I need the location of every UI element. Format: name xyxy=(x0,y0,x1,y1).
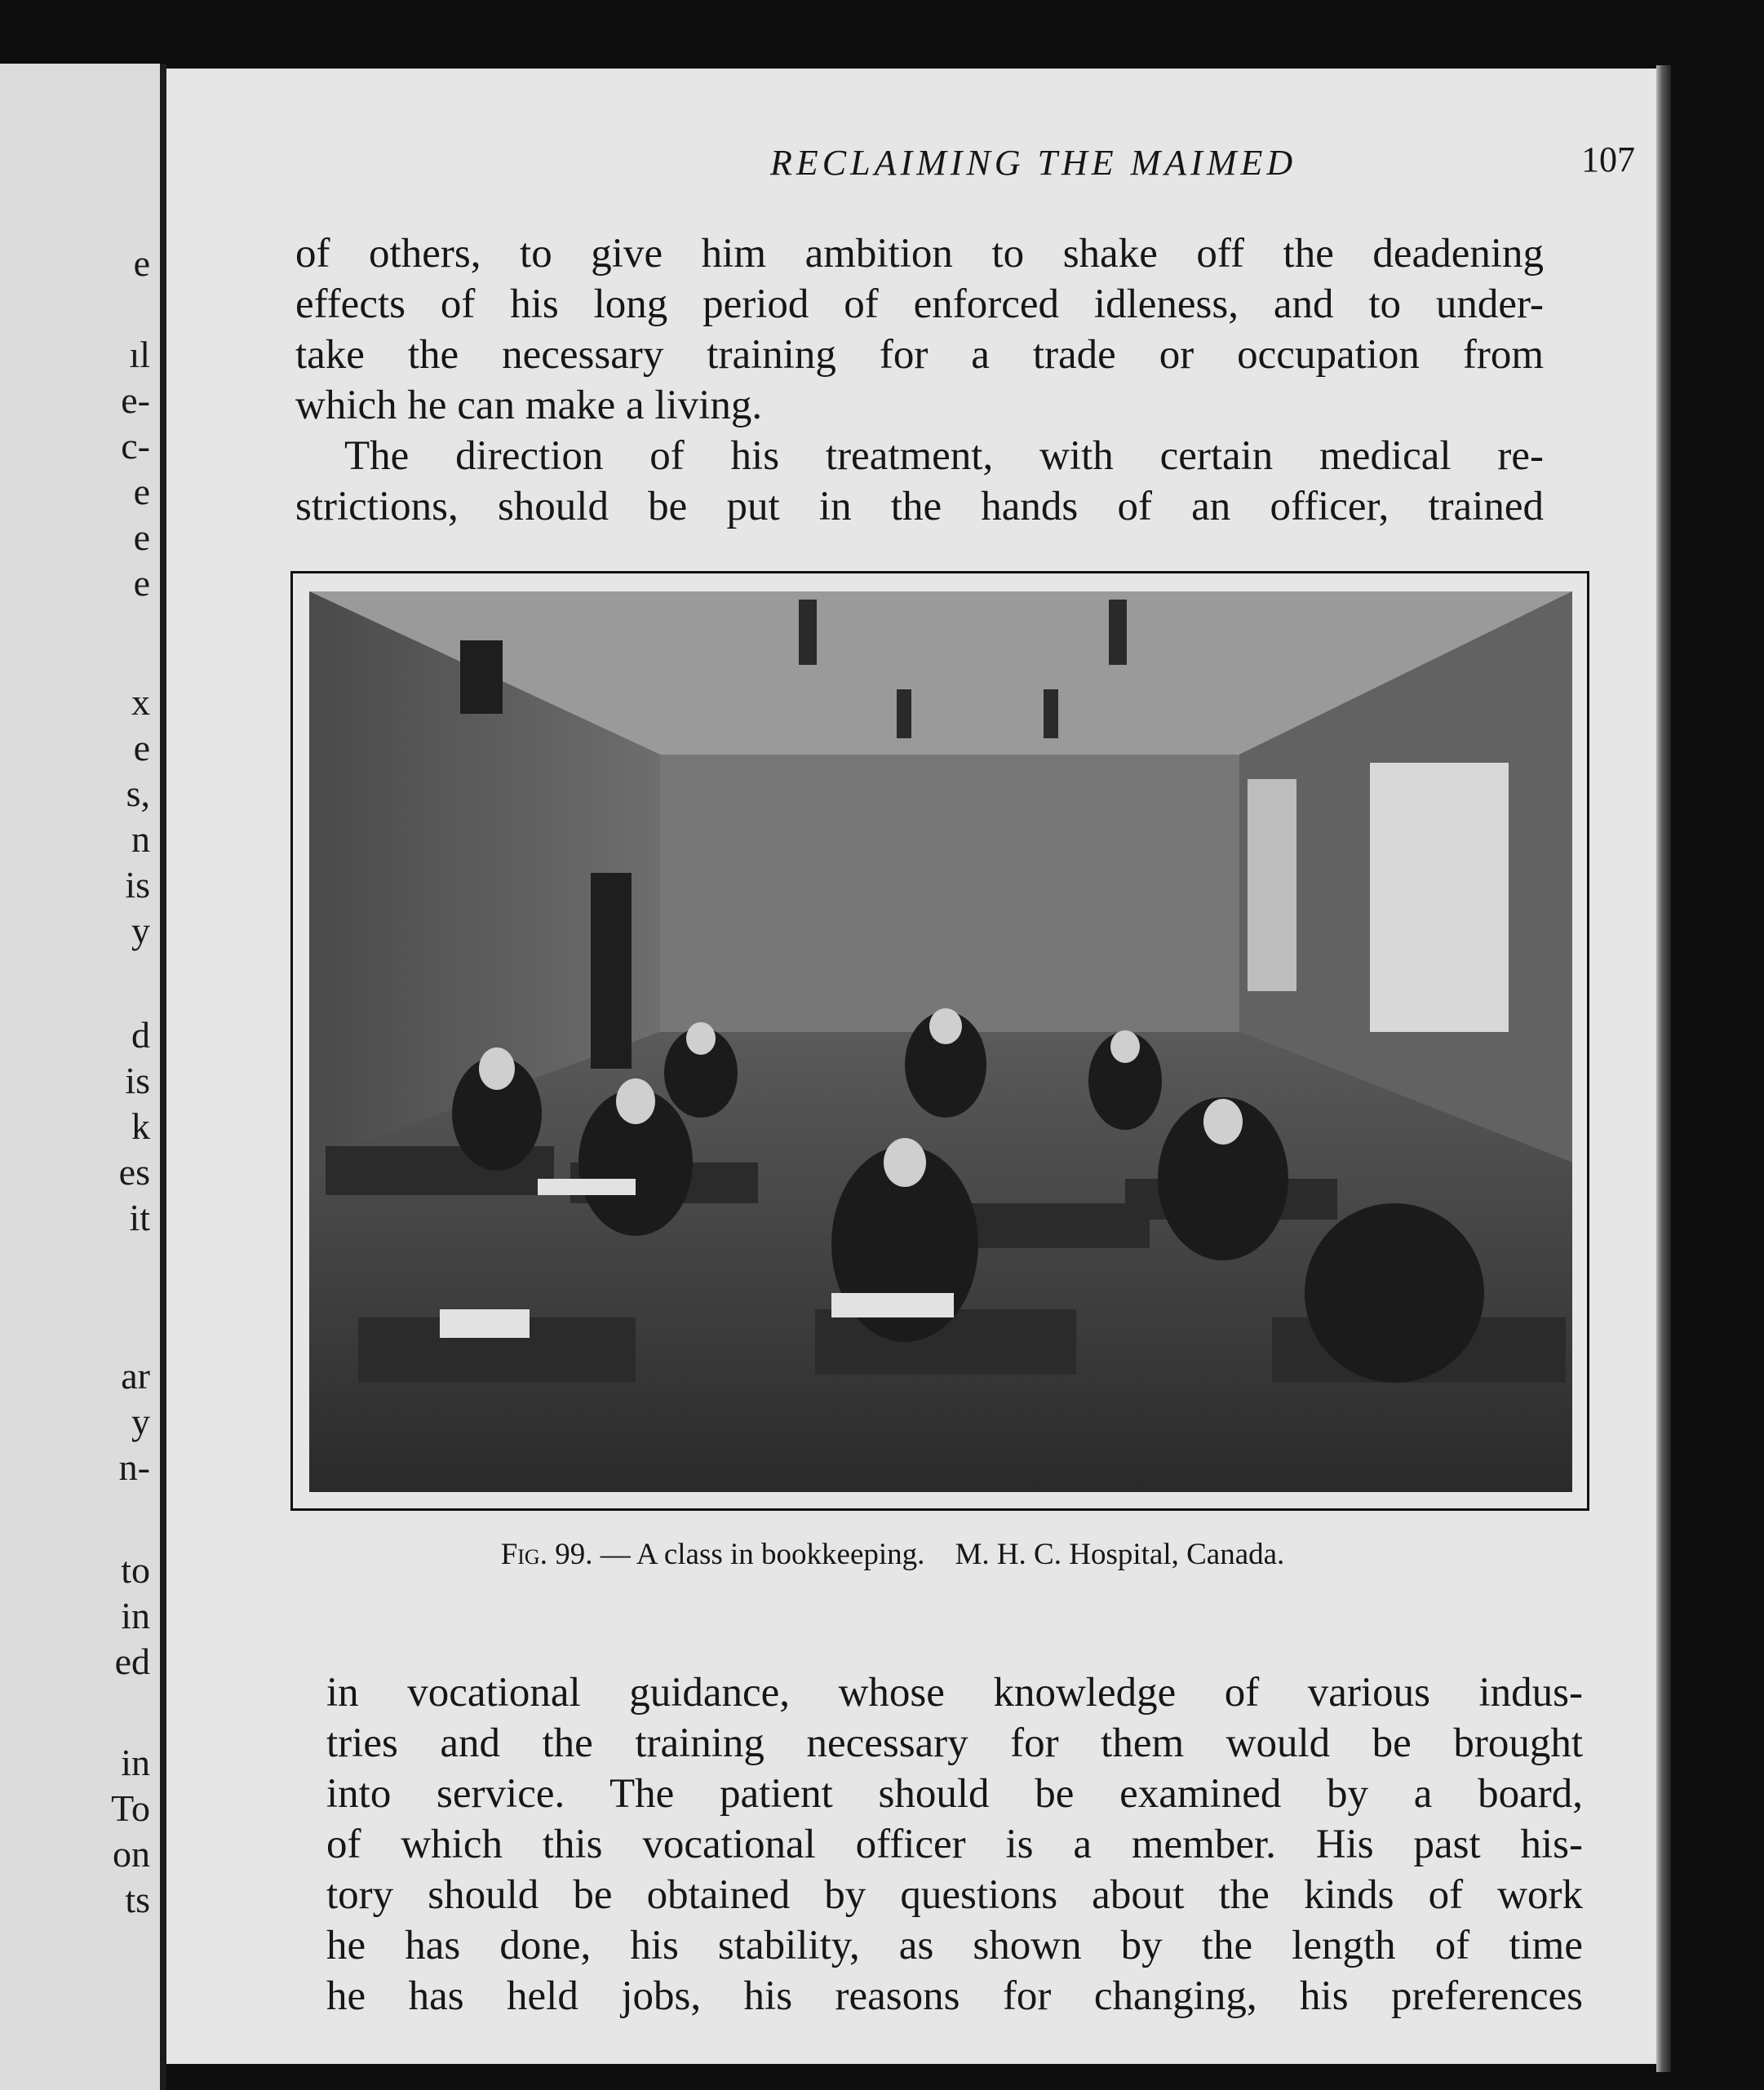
figure-frame xyxy=(290,571,1589,1511)
book-page xyxy=(166,69,1656,2064)
facing-page-fragment: in xyxy=(121,1595,150,1636)
text-line: which he can make a living. xyxy=(295,383,763,428)
text-line: effects of his long period of enforced idleness, and to under- xyxy=(295,281,1544,327)
page-edge xyxy=(1656,65,1671,2072)
text-line: he has done, his stability, as shown by the length of time xyxy=(326,1923,1583,1968)
facing-page-fragment: ıl xyxy=(129,334,150,375)
facing-page-fragment: k xyxy=(131,1105,150,1147)
facing-page-fragment: ed xyxy=(114,1641,150,1682)
running-head xyxy=(607,135,1635,193)
figure-title: A class in bookkeeping. xyxy=(636,1538,925,1571)
facing-page-fragment: n- xyxy=(118,1446,150,1488)
text-line: strictions, should be put in the hands of an officer, trained xyxy=(295,484,1544,529)
facing-page-fragment: e xyxy=(133,516,150,558)
facing-page-fragment: c- xyxy=(121,425,150,467)
facing-page-fragment: on xyxy=(113,1833,150,1875)
text-line: in vocational guidance, whose knowledge of various indus- xyxy=(326,1670,1583,1716)
text-line: The direction of his treatment, with certain medical re- xyxy=(344,433,1544,479)
facing-page-fragment: ts xyxy=(125,1879,150,1920)
facing-page-fragment: n xyxy=(131,818,150,860)
facing-page-fragment: s, xyxy=(126,773,150,814)
text-line: tory should be obtained by questions about the kinds of work xyxy=(326,1872,1583,1918)
facing-page-fragment: to xyxy=(121,1549,150,1591)
facing-page-fragment: e xyxy=(133,242,150,284)
facing-page-fragment: it xyxy=(129,1197,150,1238)
figure-caption xyxy=(273,1537,1513,1572)
facing-page-fragment: in xyxy=(121,1742,150,1783)
text-line: he has held jobs, his reasons for changing, his preferences xyxy=(326,1973,1583,2019)
facing-page-fragment: y xyxy=(131,1401,150,1442)
facing-page-fragment: y xyxy=(131,910,150,951)
facing-page-fragment: is xyxy=(125,1060,150,1101)
facing-page-fragment: To xyxy=(111,1787,150,1829)
figure-number: Fig. 99. — xyxy=(500,1538,631,1571)
facing-page-fragment: e xyxy=(133,471,150,512)
running-title: RECLAIMING THE MAIMED xyxy=(770,143,1297,183)
body-text-bottom xyxy=(326,1667,1583,2021)
facing-page-fragment: es xyxy=(118,1151,150,1193)
facing-page-fragment: ar xyxy=(121,1355,150,1397)
body-text-top xyxy=(295,228,1544,532)
facing-page-fragment: is xyxy=(125,864,150,906)
facing-page-fragment: d xyxy=(131,1014,150,1056)
figure-source: M. H. C. Hospital, Canada. xyxy=(955,1538,1285,1571)
facing-page-fragment: e xyxy=(133,727,150,768)
facing-page-fragment: x xyxy=(131,681,150,723)
text-line: tries and the training necessary for them would be brought xyxy=(326,1720,1583,1766)
facing-page-fragment: e xyxy=(133,562,150,604)
facing-page-fragment: e- xyxy=(121,379,150,421)
book-gutter xyxy=(160,64,166,2090)
text-line: take the necessary training for a trade or occupation from xyxy=(295,332,1544,378)
text-line: of which this vocational officer is a member. His past his- xyxy=(326,1822,1583,1867)
text-line: into service. The patient should be examined by a board, xyxy=(326,1771,1583,1817)
text-line: of others, to give him ambition to shake off the deadening xyxy=(295,231,1544,277)
page-number: 107 xyxy=(1581,139,1635,179)
facing-page-edge xyxy=(0,64,160,2090)
classroom-photograph xyxy=(309,591,1572,1492)
